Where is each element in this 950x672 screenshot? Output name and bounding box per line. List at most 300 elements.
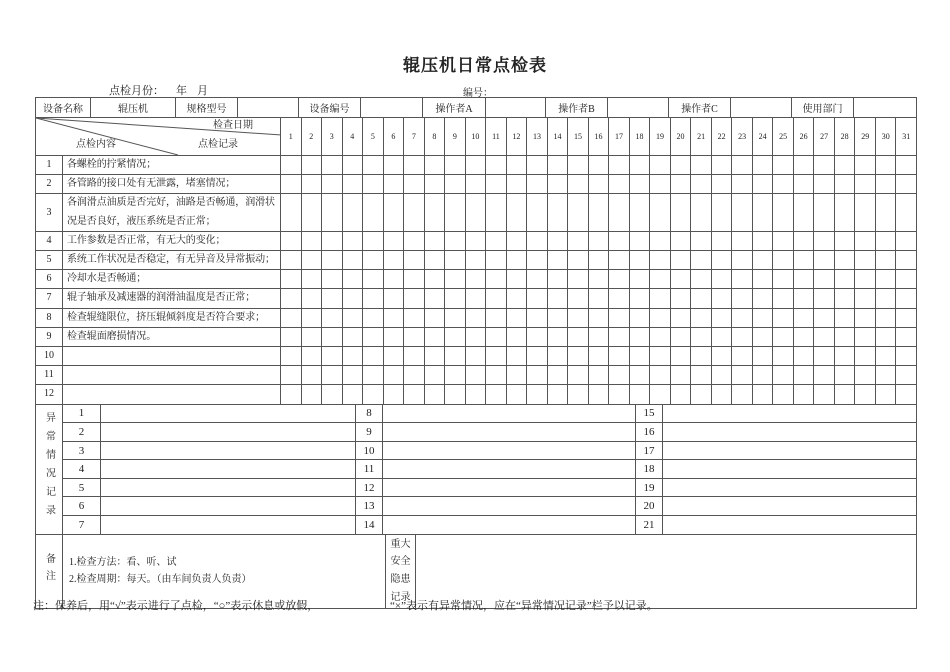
- item-number: 8: [36, 308, 63, 327]
- check-cell: [609, 289, 630, 308]
- check-cell: [609, 385, 630, 404]
- check-cell: [465, 327, 486, 346]
- abnormal-record-field: [101, 516, 356, 535]
- check-cell: [445, 231, 466, 250]
- check-cell: [834, 251, 855, 270]
- item-number: 11: [36, 366, 63, 385]
- check-item-row: [36, 327, 917, 346]
- check-cell: [670, 175, 691, 194]
- item-content: 各螺栓的拧紧情况；: [63, 156, 281, 175]
- hazard-label: 重大安全隐患记录: [390, 538, 411, 603]
- check-cell: [793, 251, 814, 270]
- check-cell: [322, 385, 343, 404]
- check-cell: [834, 347, 855, 366]
- check-cell: [383, 194, 404, 231]
- check-cell: [342, 347, 363, 366]
- item-number: 7: [36, 289, 63, 308]
- day-header: 16: [588, 118, 609, 156]
- check-cell: [629, 308, 650, 327]
- check-cell: [814, 366, 835, 385]
- abnormal-row: [36, 423, 917, 442]
- abnormal-record-field: [383, 497, 636, 516]
- day-header: 27: [814, 118, 835, 156]
- check-cell: [445, 289, 466, 308]
- check-item-row: [36, 347, 917, 366]
- check-cell: [773, 251, 794, 270]
- abnormal-number: 4: [63, 460, 101, 479]
- check-cell: [650, 194, 671, 231]
- item-content: [63, 385, 281, 404]
- check-cell: [732, 175, 753, 194]
- check-cell: [322, 251, 343, 270]
- check-cell: [383, 385, 404, 404]
- check-cell: [301, 270, 322, 289]
- check-cell: [424, 347, 445, 366]
- abnormal-record-field: [663, 441, 917, 460]
- operator-c-label: 操作者C: [669, 98, 731, 118]
- equipment-row: [36, 98, 917, 118]
- check-cell: [342, 289, 363, 308]
- check-cell: [445, 194, 466, 231]
- day-header: 13: [527, 118, 548, 156]
- check-cell: [424, 385, 445, 404]
- check-cell: [814, 175, 835, 194]
- check-cell: [486, 347, 507, 366]
- abnormal-number: 13: [356, 497, 383, 516]
- check-cell: [568, 194, 589, 231]
- check-cell: [301, 156, 322, 175]
- day-header: 1: [281, 118, 302, 156]
- abnormal-number: 8: [356, 404, 383, 423]
- abnormal-record-field: [383, 404, 636, 423]
- check-cell: [588, 251, 609, 270]
- check-cell: [547, 231, 568, 250]
- day-header: 21: [691, 118, 712, 156]
- check-cell: [486, 175, 507, 194]
- day-header: 12: [506, 118, 527, 156]
- check-cell: [588, 175, 609, 194]
- check-cell: [670, 270, 691, 289]
- day-header: 18: [629, 118, 650, 156]
- check-cell: [301, 385, 322, 404]
- check-cell: [465, 156, 486, 175]
- check-cell: [814, 194, 835, 231]
- check-cell: [711, 366, 732, 385]
- check-cell: [691, 194, 712, 231]
- check-cell: [855, 308, 876, 327]
- check-cell: [793, 231, 814, 250]
- check-cell: [404, 194, 425, 231]
- check-cell: [322, 231, 343, 250]
- footer-note-part1: 注：保养后，用“√”表示进行了点检，“○”表示休息或放假，: [33, 600, 319, 612]
- check-cell: [834, 308, 855, 327]
- check-cell: [773, 366, 794, 385]
- check-cell: [650, 289, 671, 308]
- check-cell: [506, 366, 527, 385]
- check-cell: [506, 308, 527, 327]
- check-cell: [629, 347, 650, 366]
- check-cell: [363, 347, 384, 366]
- check-cell: [896, 347, 917, 366]
- item-number: 5: [36, 251, 63, 270]
- equipment-name-label: 设备名称: [36, 98, 91, 118]
- abnormal-number: 18: [636, 460, 663, 479]
- check-cell: [568, 156, 589, 175]
- abnormal-row: [36, 478, 917, 497]
- check-cell: [670, 366, 691, 385]
- day-header: 24: [752, 118, 773, 156]
- department-label: 使用部门: [792, 98, 854, 118]
- check-cell: [650, 366, 671, 385]
- check-cell: [793, 385, 814, 404]
- check-cell: [691, 385, 712, 404]
- check-cell: [445, 385, 466, 404]
- check-cell: [588, 289, 609, 308]
- check-cell: [752, 270, 773, 289]
- check-cell: [609, 194, 630, 231]
- check-cell: [527, 289, 548, 308]
- remark-line-cycle: 2.检查周期：每天。（由车间负责人负责）: [69, 574, 252, 586]
- check-cell: [322, 327, 343, 346]
- check-cell: [773, 194, 794, 231]
- diagonal-header: [36, 118, 281, 156]
- check-cell: [568, 251, 589, 270]
- check-cell: [588, 231, 609, 250]
- check-cell: [588, 385, 609, 404]
- check-cell: [568, 289, 589, 308]
- check-cell: [773, 308, 794, 327]
- equipment-id-value: [361, 98, 423, 118]
- day-header: 11: [486, 118, 507, 156]
- check-cell: [547, 347, 568, 366]
- check-cell: [609, 366, 630, 385]
- check-cell: [773, 347, 794, 366]
- check-cell: [834, 366, 855, 385]
- check-cell: [773, 175, 794, 194]
- page-title: 辊压机日常点检表: [403, 56, 547, 75]
- check-cell: [670, 385, 691, 404]
- check-cell: [711, 289, 732, 308]
- check-cell: [301, 251, 322, 270]
- check-cell: [670, 194, 691, 231]
- check-cell: [486, 194, 507, 231]
- check-cell: [670, 156, 691, 175]
- check-cell: [506, 156, 527, 175]
- check-cell: [896, 231, 917, 250]
- check-cell: [281, 327, 302, 346]
- check-cell: [875, 156, 896, 175]
- check-cell: [896, 308, 917, 327]
- day-header: 15: [568, 118, 589, 156]
- item-content: 各润滑点油质是否完好，油路是否畅通，润滑状况是否良好，液压系统是否正常；: [63, 194, 281, 231]
- abnormal-record-field: [101, 497, 356, 516]
- abnormal-record-field: [101, 404, 356, 423]
- check-cell: [322, 289, 343, 308]
- check-cell: [732, 308, 753, 327]
- month-unit-label: 月: [197, 85, 208, 97]
- check-cell: [773, 289, 794, 308]
- check-cell: [506, 251, 527, 270]
- check-cell: [793, 270, 814, 289]
- abnormal-number: 7: [63, 516, 101, 535]
- abnormal-number: 17: [636, 441, 663, 460]
- check-cell: [486, 308, 507, 327]
- check-cell: [281, 231, 302, 250]
- day-header: 22: [711, 118, 732, 156]
- check-cell: [363, 385, 384, 404]
- check-cell: [568, 175, 589, 194]
- check-cell: [363, 327, 384, 346]
- check-cell: [732, 251, 753, 270]
- check-cell: [711, 308, 732, 327]
- check-cell: [424, 270, 445, 289]
- check-cell: [527, 366, 548, 385]
- check-cell: [896, 270, 917, 289]
- abnormal-record-field: [383, 441, 636, 460]
- footer-note-part2: “×”表示有异常情况，应在“异常情况记录”栏予以记录。: [390, 600, 658, 612]
- check-cell: [691, 347, 712, 366]
- check-cell: [752, 366, 773, 385]
- check-cell: [855, 347, 876, 366]
- check-cell: [875, 347, 896, 366]
- check-cell: [629, 385, 650, 404]
- check-cell: [281, 347, 302, 366]
- check-cell: [383, 231, 404, 250]
- check-cell: [773, 270, 794, 289]
- check-cell: [855, 156, 876, 175]
- check-cell: [486, 231, 507, 250]
- day-header: 9: [445, 118, 466, 156]
- check-cell: [342, 194, 363, 231]
- check-cell: [322, 156, 343, 175]
- check-cell: [875, 175, 896, 194]
- check-cell: [752, 385, 773, 404]
- check-cell: [404, 270, 425, 289]
- day-header: 20: [670, 118, 691, 156]
- abnormal-record-field: [101, 460, 356, 479]
- check-cell: [547, 270, 568, 289]
- day-header: 4: [342, 118, 363, 156]
- check-cell: [404, 231, 425, 250]
- check-cell: [834, 289, 855, 308]
- check-cell: [568, 366, 589, 385]
- check-cell: [547, 385, 568, 404]
- check-cell: [547, 289, 568, 308]
- check-cell: [814, 385, 835, 404]
- abnormal-records-table: [35, 404, 917, 535]
- abnormal-record-field: [663, 516, 917, 535]
- check-cell: [383, 347, 404, 366]
- check-cell: [342, 327, 363, 346]
- remark-line-method: 1.检查方法：看、听、试: [69, 557, 177, 569]
- check-cell: [609, 308, 630, 327]
- check-cell: [547, 251, 568, 270]
- check-cell: [322, 347, 343, 366]
- check-cell: [547, 175, 568, 194]
- check-cell: [465, 231, 486, 250]
- item-content: 检查辊面磨损情况。: [63, 327, 281, 346]
- check-cell: [691, 327, 712, 346]
- abnormal-number: 3: [63, 441, 101, 460]
- equipment-table: [35, 97, 917, 118]
- department-value: [854, 98, 917, 118]
- check-cell: [465, 270, 486, 289]
- check-cell: [875, 289, 896, 308]
- check-cell: [404, 289, 425, 308]
- check-cell: [588, 366, 609, 385]
- check-cell: [281, 270, 302, 289]
- check-cell: [547, 327, 568, 346]
- check-cell: [650, 327, 671, 346]
- check-cell: [711, 194, 732, 231]
- check-cell: [609, 347, 630, 366]
- check-cell: [609, 156, 630, 175]
- check-cell: [670, 231, 691, 250]
- check-cell: [650, 175, 671, 194]
- check-cell: [588, 270, 609, 289]
- day-header: 5: [363, 118, 384, 156]
- check-cell: [547, 194, 568, 231]
- check-cell: [650, 347, 671, 366]
- day-header: 17: [609, 118, 630, 156]
- check-cell: [650, 231, 671, 250]
- operator-b-label: 操作者B: [546, 98, 608, 118]
- check-cell: [322, 308, 343, 327]
- check-cell: [875, 385, 896, 404]
- check-cell: [896, 194, 917, 231]
- check-cell: [629, 194, 650, 231]
- check-cell: [322, 175, 343, 194]
- check-cell: [506, 289, 527, 308]
- check-cell: [363, 156, 384, 175]
- item-content: [63, 347, 281, 366]
- check-cell: [342, 270, 363, 289]
- item-number: 12: [36, 385, 63, 404]
- check-cell: [752, 251, 773, 270]
- check-cell: [445, 366, 466, 385]
- check-cell: [568, 270, 589, 289]
- check-cell: [711, 347, 732, 366]
- abnormal-label-cell: [36, 404, 63, 534]
- check-cell: [711, 251, 732, 270]
- check-cell: [322, 270, 343, 289]
- check-cell: [711, 327, 732, 346]
- check-cell: [506, 270, 527, 289]
- model-label: 规格型号: [176, 98, 238, 118]
- check-cell: [732, 194, 753, 231]
- check-cell: [875, 366, 896, 385]
- check-cell: [875, 327, 896, 346]
- check-item-row: [36, 251, 917, 270]
- check-cell: [404, 385, 425, 404]
- check-cell: [896, 175, 917, 194]
- check-cell: [383, 308, 404, 327]
- check-cell: [527, 270, 548, 289]
- model-value: [238, 98, 299, 118]
- check-cell: [732, 385, 753, 404]
- day-header: 14: [547, 118, 568, 156]
- operator-a-label: 操作者A: [423, 98, 486, 118]
- abnormal-number: 11: [356, 460, 383, 479]
- check-grid: [35, 117, 917, 405]
- check-cell: [424, 231, 445, 250]
- check-cell: [609, 270, 630, 289]
- check-cell: [424, 194, 445, 231]
- check-cell: [609, 231, 630, 250]
- operator-a-value: [486, 98, 546, 118]
- check-cell: [527, 308, 548, 327]
- check-cell: [445, 251, 466, 270]
- check-record-label: 点检记录: [198, 139, 238, 150]
- check-cell: [670, 251, 691, 270]
- check-cell: [834, 270, 855, 289]
- check-cell: [855, 251, 876, 270]
- check-cell: [486, 327, 507, 346]
- abnormal-record-field: [383, 423, 636, 442]
- check-cell: [363, 289, 384, 308]
- day-header: 2: [301, 118, 322, 156]
- check-cell: [465, 308, 486, 327]
- day-header: 10: [465, 118, 486, 156]
- check-cell: [342, 231, 363, 250]
- abnormal-record-field: [663, 478, 917, 497]
- check-cell: [301, 175, 322, 194]
- check-cell: [691, 270, 712, 289]
- operator-b-value: [608, 98, 669, 118]
- check-cell: [301, 327, 322, 346]
- check-cell: [752, 289, 773, 308]
- check-cell: [670, 347, 691, 366]
- check-cell: [363, 366, 384, 385]
- check-cell: [814, 308, 835, 327]
- check-cell: [896, 251, 917, 270]
- check-cell: [383, 251, 404, 270]
- check-cell: [793, 366, 814, 385]
- check-cell: [711, 231, 732, 250]
- check-cell: [465, 366, 486, 385]
- check-cell: [568, 385, 589, 404]
- check-cell: [424, 327, 445, 346]
- item-content: 辊子轴承及减速器的润滑油温度是否正常；: [63, 289, 281, 308]
- check-cell: [814, 270, 835, 289]
- check-cell: [301, 289, 322, 308]
- check-cell: [527, 385, 548, 404]
- check-cell: [670, 327, 691, 346]
- check-cell: [773, 385, 794, 404]
- check-cell: [629, 175, 650, 194]
- check-cell: [424, 366, 445, 385]
- check-cell: [527, 231, 548, 250]
- check-cell: [404, 347, 425, 366]
- check-cell: [711, 385, 732, 404]
- check-cell: [486, 156, 507, 175]
- check-cell: [588, 156, 609, 175]
- check-cell: [732, 347, 753, 366]
- item-number: 6: [36, 270, 63, 289]
- check-cell: [691, 231, 712, 250]
- grid-header-row: [36, 118, 917, 156]
- check-cell: [424, 175, 445, 194]
- check-cell: [793, 289, 814, 308]
- check-cell: [650, 251, 671, 270]
- check-cell: [752, 308, 773, 327]
- check-cell: [732, 270, 753, 289]
- check-cell: [650, 270, 671, 289]
- check-cell: [609, 175, 630, 194]
- check-cell: [322, 194, 343, 231]
- check-cell: [875, 308, 896, 327]
- day-header: 7: [404, 118, 425, 156]
